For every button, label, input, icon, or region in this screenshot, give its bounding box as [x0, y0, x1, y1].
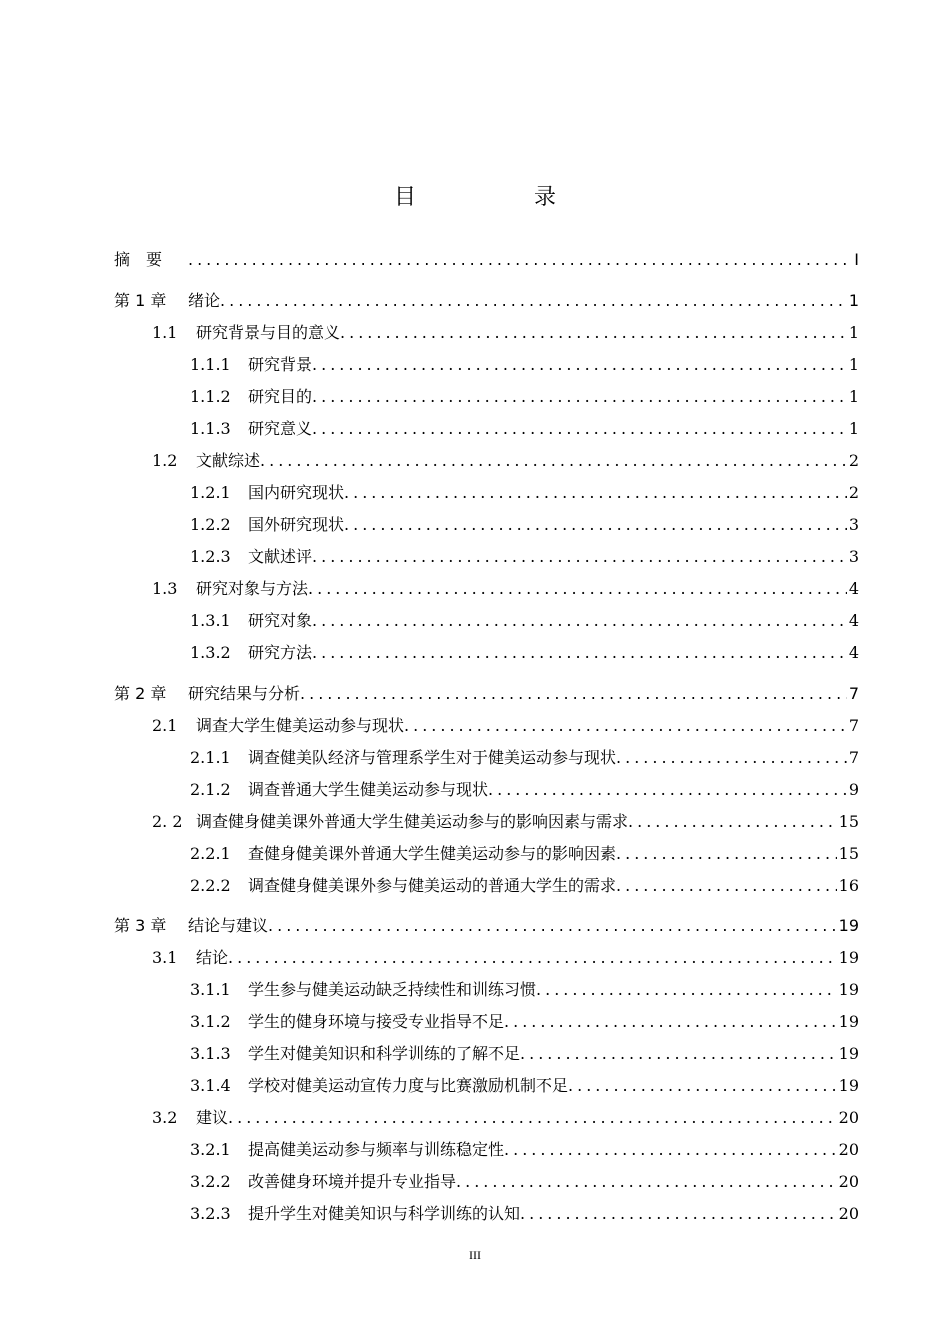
toc-entry-2-1-1[interactable] [190, 746, 859, 770]
toc-entry-abstract[interactable] [114, 248, 859, 272]
toc-entry-3-1-1[interactable] [190, 978, 859, 1002]
toc-entry-text: 学生的健身环境与接受专业指导不足 [248, 1012, 505, 1031]
toc-entry-page: 15 [838, 812, 859, 831]
toc-entry-number: 2.1.1 [190, 748, 231, 767]
toc-entry-1-3-2[interactable] [190, 641, 859, 665]
toc-entry-text: 研究目的 [248, 387, 313, 406]
toc-entry-3-2-1[interactable] [190, 1138, 859, 1162]
toc-entry-text: 提升学生对健美知识与科学训练的认知 [248, 1204, 521, 1223]
toc-entry-page: 1 [848, 291, 859, 310]
toc-leader-dots [300, 682, 847, 706]
toc-entry-text: 学生对健美知识和科学训练的了解不足 [248, 1044, 521, 1063]
toc-leader-dots [260, 449, 847, 473]
toc-entry-number: 3.2 [152, 1108, 178, 1127]
toc-entry-page: 7 [848, 716, 859, 735]
toc-entry-text: 建议 [196, 1108, 229, 1127]
toc-entry-text: 结论 [196, 948, 229, 967]
toc-entry-page: 19 [838, 1044, 859, 1063]
toc-entry-1-1-2[interactable] [190, 385, 859, 409]
toc-leader-dots [312, 609, 847, 633]
toc-entry-page: I [854, 250, 859, 269]
toc-entry-text: 绪论 [188, 291, 221, 310]
toc-leader-dots [228, 1106, 837, 1130]
toc-leader-dots [616, 746, 847, 770]
toc-entry-chapter-3[interactable] [114, 914, 859, 938]
toc-entry-number: 2.2.2 [190, 876, 231, 895]
toc-leader-dots [340, 321, 847, 345]
toc-entry-number: 3.1.3 [190, 1044, 231, 1063]
toc-leader-dots [312, 417, 847, 441]
toc-leader-dots [228, 946, 837, 970]
toc-entry-page: 19 [838, 1012, 859, 1031]
toc-entry-number: 1.1.2 [190, 387, 231, 406]
toc-entry-number: 第 2 章 [114, 684, 167, 703]
toc-entry-text: 研究意义 [248, 419, 313, 438]
toc-entry-number: 1.2.1 [190, 483, 231, 502]
toc-entry-3-2-2[interactable] [190, 1170, 859, 1194]
toc-entry-number: 2.2.1 [190, 844, 231, 863]
toc-entry-chapter-2[interactable] [114, 682, 859, 706]
toc-entry-1-1-3[interactable] [190, 417, 859, 441]
toc-entry-page: 1 [848, 387, 859, 406]
toc-entry-text: 研究背景 [248, 355, 313, 374]
toc-leader-dots [628, 810, 837, 834]
toc-entry-1-2-1[interactable] [190, 481, 859, 505]
toc-entry-chapter-1[interactable] [114, 289, 859, 313]
toc-entry-page: 20 [838, 1172, 859, 1191]
toc-entry-3-1[interactable] [152, 946, 859, 970]
toc-leader-dots [616, 874, 837, 898]
toc-entry-text: 研究对象与方法 [196, 579, 309, 598]
toc-leader-dots [312, 641, 847, 665]
toc-entry-text: 学校对健美运动宣传力度与比赛激励机制不足 [248, 1076, 569, 1095]
toc-entry-1-2-3[interactable] [190, 545, 859, 569]
toc-entry-text: 研究对象 [248, 611, 313, 630]
toc-leader-dots [344, 513, 847, 537]
toc-entry-number: 1.1.3 [190, 419, 231, 438]
toc-entry-3-1-2[interactable] [190, 1010, 859, 1034]
toc-entry-number: 2. 2 [152, 812, 183, 831]
toc-entry-number: 第 1 章 [114, 291, 167, 310]
toc-entry-page: 4 [848, 579, 859, 598]
toc-entry-1-1[interactable] [152, 321, 859, 345]
toc-entry-2-1[interactable] [152, 714, 859, 738]
toc-entry-number: 3.1.4 [190, 1076, 231, 1095]
toc-leader-dots [488, 778, 847, 802]
toc-entry-text: 改善健身环境并提升专业指导 [248, 1172, 457, 1191]
toc-entry-2-2[interactable] [152, 810, 859, 834]
toc-entry-text: 调查健身健美课外参与健美运动的普通大学生的需求 [248, 876, 617, 895]
toc-entry-number: 1.2 [152, 451, 178, 470]
toc-entry-1-1-1[interactable] [190, 353, 859, 377]
toc-entry-page: 20 [838, 1108, 859, 1127]
toc-leader-dots [520, 1042, 837, 1066]
toc-entry-number: 1.1.1 [190, 355, 231, 374]
toc-entry-text: 调查健身健美课外普通大学生健美运动参与的影响因素与需求 [196, 812, 629, 831]
toc-entry-text: 调查普通大学生健美运动参与现状 [248, 780, 489, 799]
toc-entry-number: 2.1.2 [190, 780, 231, 799]
toc-leader-dots [220, 289, 847, 313]
toc-entry-text: 研究结果与分析 [188, 684, 301, 703]
toc-entry-2-2-1[interactable] [190, 842, 859, 866]
toc-leader-dots [312, 545, 847, 569]
toc-entry-number: 1.3.1 [190, 611, 231, 630]
toc-entry-number: 1.3.2 [190, 643, 231, 662]
toc-entry-page: 20 [838, 1204, 859, 1223]
toc-entry-3-2[interactable] [152, 1106, 859, 1130]
toc-leader-dots [504, 1138, 837, 1162]
toc-leader-dots [616, 842, 837, 866]
toc-entry-number: 3.2.2 [190, 1172, 231, 1191]
toc-entry-page: 4 [848, 643, 859, 662]
toc-leader-dots [308, 577, 847, 601]
page-number-footer: III [469, 1248, 481, 1262]
toc-entry-number: 3.1.1 [190, 980, 231, 999]
toc-entry-3-1-4[interactable] [190, 1074, 859, 1098]
toc-entry-page: 1 [848, 419, 859, 438]
toc-leader-dots [456, 1170, 837, 1194]
toc-leader-dots [536, 978, 837, 1002]
toc-leader-dots [404, 714, 847, 738]
toc-entry-number: 2.1 [152, 716, 178, 735]
toc-entry-1-2-2[interactable] [190, 513, 859, 537]
toc-leader-dots [312, 353, 847, 377]
toc-entry-2-1-2[interactable] [190, 778, 859, 802]
toc-leader-dots [568, 1074, 837, 1098]
toc-entry-page: 3 [848, 547, 859, 566]
toc-entry-number: 第 3 章 [114, 916, 167, 935]
toc-entry-number: 1.1 [152, 323, 178, 342]
toc-leader-dots [188, 248, 852, 272]
toc-entry-page: 19 [838, 916, 859, 935]
toc-entry-number: 1.3 [152, 579, 178, 598]
toc-entry-text: 文献综述 [196, 451, 261, 470]
toc-entry-text: 提高健美运动参与频率与训练稳定性 [248, 1140, 505, 1159]
toc-entry-page: 7 [848, 684, 859, 703]
toc-entry-text: 研究方法 [248, 643, 313, 662]
toc-entry-number: 3.1 [152, 948, 178, 967]
toc-leader-dots [312, 385, 847, 409]
toc-entry-text: 查健身健美课外普通大学生健美运动参与的影响因素 [248, 844, 617, 863]
toc-entry-3-2-3[interactable] [190, 1202, 859, 1226]
toc-entry-page: 2 [848, 483, 859, 502]
toc-entry-page: 9 [848, 780, 859, 799]
toc-entry-text: 国内研究现状 [248, 483, 345, 502]
toc-entry-page: 19 [838, 948, 859, 967]
toc-entry-text: 调查大学生健美运动参与现状 [196, 716, 405, 735]
toc-leader-dots [520, 1202, 837, 1226]
toc-entry-page: 1 [848, 355, 859, 374]
toc-entry-1-3-1[interactable] [190, 609, 859, 633]
toc-entry-text: 文献述评 [248, 547, 313, 566]
toc-leader-dots [344, 481, 847, 505]
toc-leader-dots [268, 914, 837, 938]
toc-title: 目 录 [393, 185, 604, 210]
toc-entry-page: 2 [848, 451, 859, 470]
toc-entry-page: 1 [848, 323, 859, 342]
toc-entry-text: 国外研究现状 [248, 515, 345, 534]
toc-entry-page: 4 [848, 611, 859, 630]
toc-entry-page: 20 [838, 1140, 859, 1159]
toc-entry-number: 3.2.1 [190, 1140, 231, 1159]
toc-entry-number: 3.2.3 [190, 1204, 231, 1223]
toc-entry-1-3[interactable] [152, 577, 859, 601]
toc-entry-page: 19 [838, 980, 859, 999]
toc-entry-1-2[interactable] [152, 449, 859, 473]
toc-entry-number: 摘 要 [114, 250, 163, 269]
toc-leader-dots [504, 1010, 837, 1034]
toc-entry-page: 16 [838, 876, 859, 895]
toc-entry-text: 调查健美队经济与管理系学生对于健美运动参与现状 [248, 748, 617, 767]
toc-entry-text: 学生参与健美运动缺乏持续性和训练习惯 [248, 980, 537, 999]
toc-entry-number: 3.1.2 [190, 1012, 231, 1031]
toc-entry-page: 7 [848, 748, 859, 767]
toc-entry-number: 1.2.2 [190, 515, 231, 534]
toc-entry-page: 19 [838, 1076, 859, 1095]
toc-entry-3-1-3[interactable] [190, 1042, 859, 1066]
toc-entry-text: 结论与建议 [188, 916, 269, 935]
toc-entry-2-2-2[interactable] [190, 874, 859, 898]
toc-entry-page: 3 [848, 515, 859, 534]
toc-entry-page: 15 [838, 844, 859, 863]
toc-entry-text: 研究背景与目的意义 [196, 323, 341, 342]
toc-entry-number: 1.2.3 [190, 547, 231, 566]
